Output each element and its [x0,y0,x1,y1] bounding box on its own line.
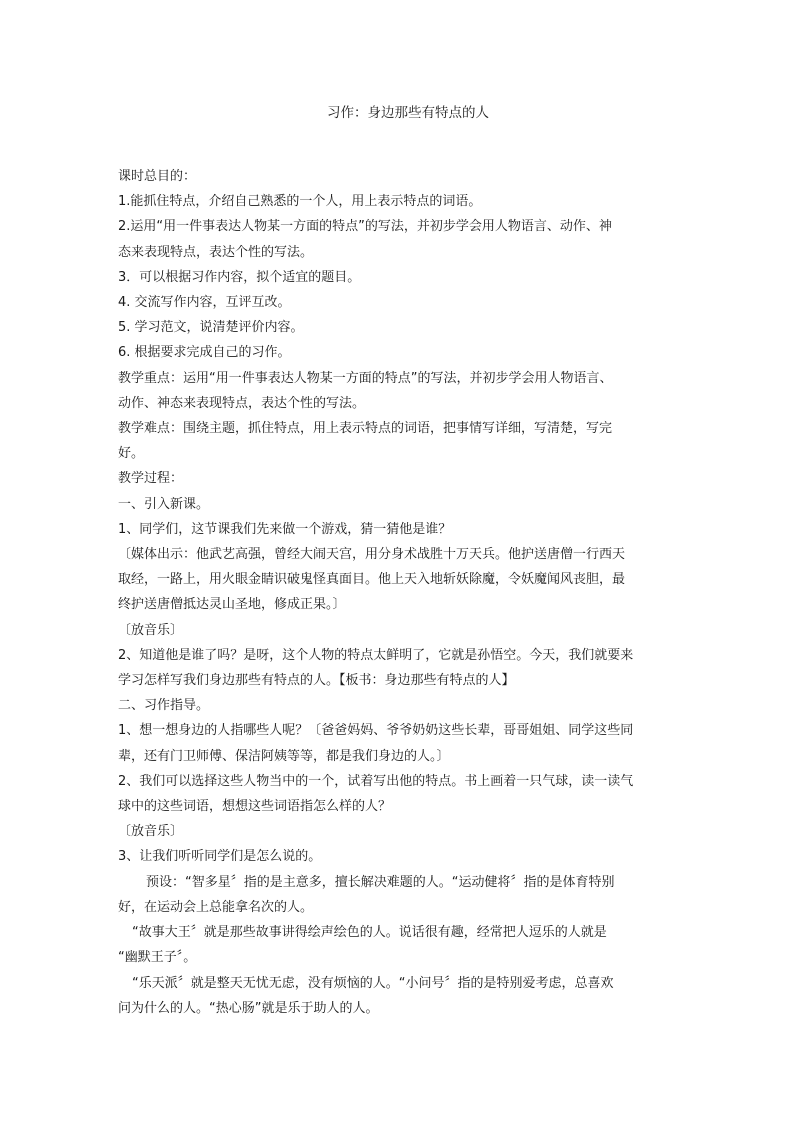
music-note-1: 〔放音乐〕 [118,622,184,638]
preset-line-1: 预设：“智多星〞指的是主意多，擅长解决难题的人。“运动健将〞指的是体育特别 [146,874,615,890]
document-page [118,100,678,1021]
preset-line-2: 好，在运动会上总能拿名次的人。 [118,899,314,915]
objective-6: 6. 根据要求完成自己的习作。 [118,345,291,361]
objective-2-line-2: 态来表现特点，表达个性的写法。 [118,244,314,260]
objective-4: 4. 交流写作内容，互评互改。 [118,295,291,311]
media-note-line-2: 取经，一路上，用火眼金睛识破鬼怪真面目。他上天入地斩妖除魔，令妖魔闻风丧胆，最 [118,572,626,588]
part-2-item-2-line-2: 球中的这些词语，想想这些词语指怎么样的人？ [118,799,392,815]
teaching-focus-line-2: 动作、神态来表现特点，表达个性的写法。 [118,395,366,411]
objective-2-line-1: 2.运用“用一件事表达人物某一方面的特点”的写法，并初步学会用人物语言、动作、神 [118,219,612,235]
part-2-item-1-line-1: 1、想一想身边的人指哪些人呢？〔爸爸妈妈、爷爷奶奶这些长辈，哥哥姐姐、同学这些同 [118,723,634,739]
music-note-2: 〔放音乐〕 [118,824,184,840]
section-heading-process: 教学过程： [118,471,184,487]
teaching-difficulty-line-2: 好。 [118,446,145,462]
objective-1: 1.能抓住特点，介绍自己熟悉的一个人，用上表示特点的词语。 [118,194,482,210]
part-2-item-2-line-1: 2、我们可以选择这些人物当中的一个，试着写出他的特点。书上画着一只气球，读一读气 [118,773,634,789]
part-1-item-1: 1、同学们，这节课我们先来做一个游戏，猜一猜他是谁？ [118,521,452,537]
objective-3: 3．可以根据习作内容，拟个适宜的题目。 [118,269,361,285]
media-note-line-3: 终护送唐僧抵达灵山圣地，修成正果。〕 [118,597,346,613]
part-1-item-2-line-2: 学习怎样写我们身边那些有特点的人。【板书：身边那些有特点的人】 [118,673,515,689]
part-2-item-1-line-2: 辈，还有门卫师傅、保洁阿姨等等，都是我们身边的人。〕 [118,748,450,764]
teaching-difficulty-line-1: 教学难点：围绕主题，抓住特点，用上表示特点的词语，把事情写详细，写清楚，写完 [118,421,613,437]
part-1-item-2-line-1: 2、知道他是谁了吗？是呀，这个人物的特点太鲜明了，它就是孙悟空。今天，我们就要来 [118,647,634,663]
part-2-heading: 二、习作指导。 [118,698,210,714]
media-note-line-1: 〔媒体出示：他武艺高强，曾经大闹天宫，用分身术战胜十万天兵。他护送唐僧一行西天 [118,547,626,563]
document-title: 习作：身边那些有特点的人 [327,105,489,121]
preset-line-4: “幽默王子〞。 [118,950,197,966]
teaching-focus-line-1: 教学重点：运用“用一件事表达人物某一方面的特点”的写法，并初步学会用人物语言、 [118,370,613,386]
preset-line-5: “乐天派〞就是整天无忧无虑，没有烦恼的人。“小问号〞指的是特别爱考虑，总喜欢 [132,975,614,991]
preset-line-6: 问为什么的人。“热心肠”就是乐于助人的人。 [118,1000,379,1016]
part-2-item-3: 3、让我们听听同学们是怎么说的。 [118,849,322,865]
objective-5: 5. 学习范文，说清楚评价内容。 [118,320,304,336]
section-heading-objectives: 课时总目的： [118,169,197,184]
part-1-heading: 一、引入新课。 [118,496,210,512]
preset-line-3: “故事大王〞就是那些故事讲得绘声绘色的人。说话很有趣，经常把人逗乐的人就是 [132,925,607,941]
